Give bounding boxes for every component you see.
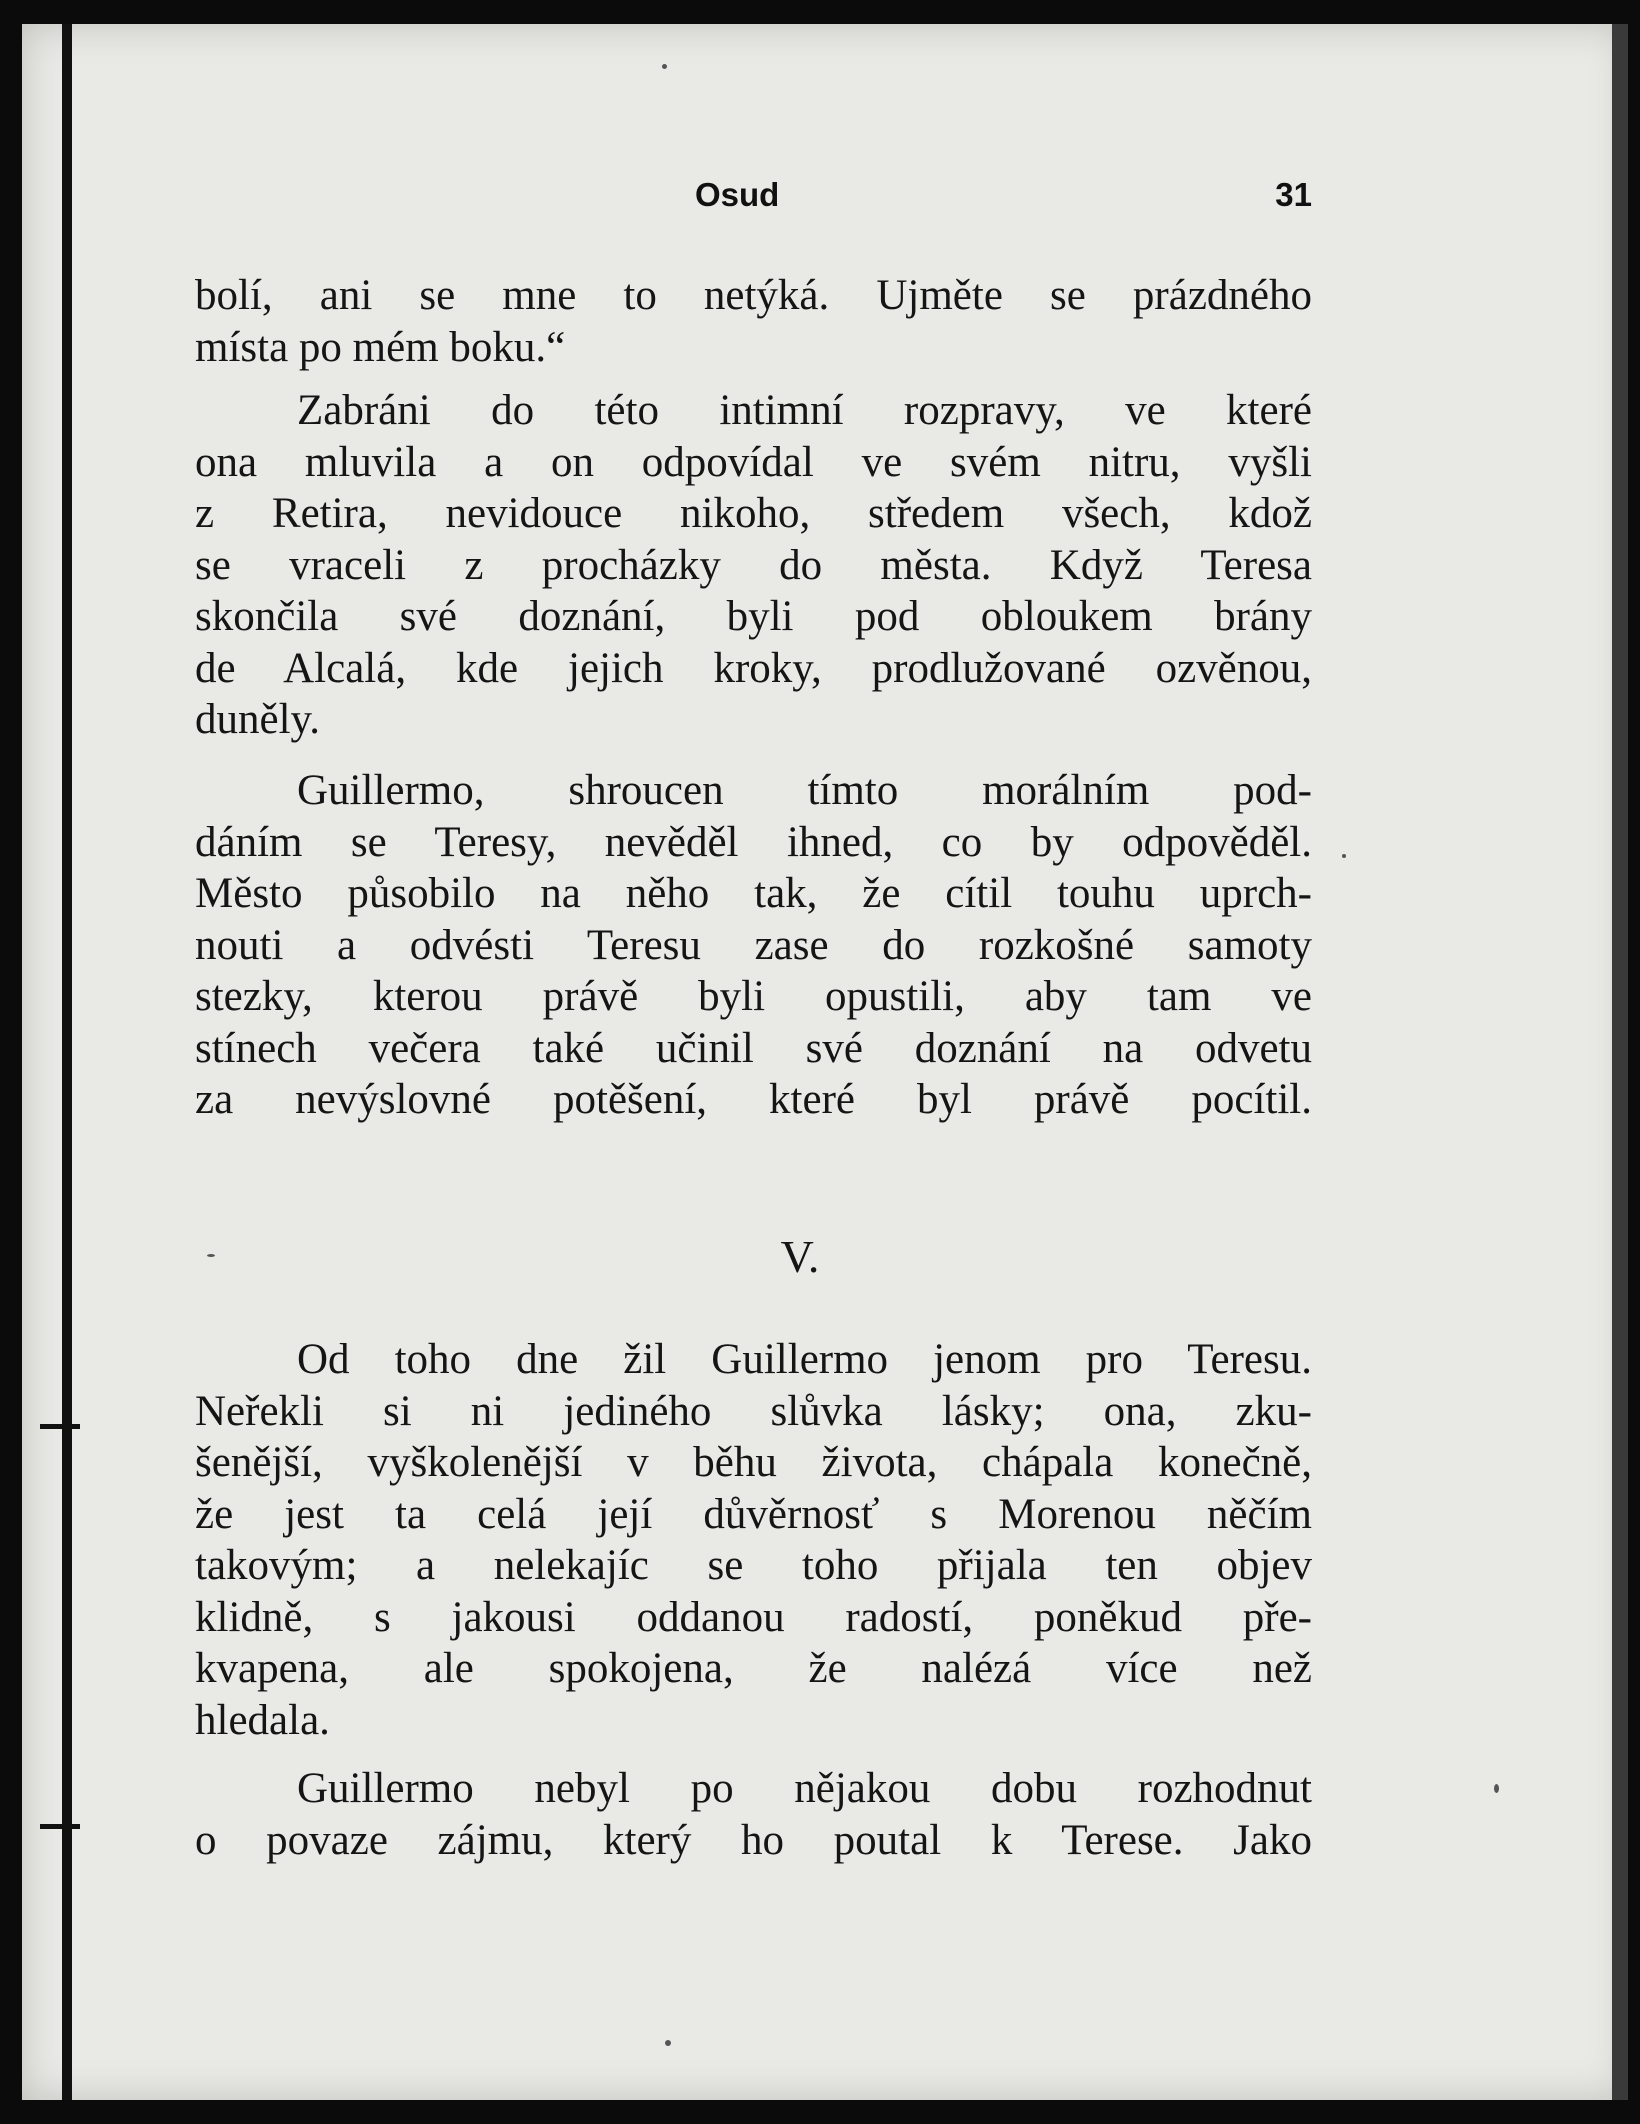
text-line: Neřekli si ni jediného slůvka lásky; ona, zku- [195,1387,1312,1435]
chapter-heading: V. [780,1231,820,1282]
paper-speck [1342,854,1346,858]
paper-speck [207,1254,215,1257]
text-line: bolí, ani se mne to netýká. Ujměte se prázdného [195,272,1312,319]
text-line: z Retira, nevidouce nikoho, středem všech, kdož [195,490,1312,537]
text-line: za nevýslovné potěšení, které byl právě pocítil. [195,1076,1312,1123]
text-line: že jest ta celá její důvěrnosť s Morenou něčím [195,1490,1312,1538]
running-title: Osud [695,176,780,213]
page-number: 31 [1275,176,1312,213]
text-line: de Alcalá, kde jejich kroky, prodlužované ozvěnou, [195,644,1312,692]
binding-mark [40,1424,80,1429]
text-line: se vraceli z procházky do města. Když Teresa [195,541,1312,589]
paragraph [195,385,1312,746]
text-line: takovým; a nelekajíc se toho přijala ten objev [195,1542,1312,1589]
text-line: místa po mém boku.“ [195,323,566,371]
text-line: nouti a odvésti Teresu zase do rozkošné samoty [195,921,1312,969]
text-line: stínech večera také učinil své doznání na odvetu [195,1024,1312,1072]
paper-speck [1494,1784,1499,1793]
text-line: Guillermo nebyl po nějakou dobu rozhodnut [297,1765,1312,1812]
text-line: Guillermo, shroucen tímto morálním pod- [297,767,1312,814]
paragraph [195,1763,1312,1866]
binding-edge [62,24,72,2100]
paragraph [195,1334,1312,1746]
text-line: ona mluvila a on odpovídal ve svém nitru, vyšli [195,438,1312,486]
text-line: Od toho dne žil Guillermo jenom pro Teresu. [297,1336,1312,1383]
page-header [195,176,1312,226]
paragraph [195,270,1312,373]
text-line: duněly. [195,696,320,743]
text-line: skončila své doznání, byli pod obloukem brány [195,593,1312,640]
text-line: šenější, vyškolenější v běhu života, chápala konečně, [195,1439,1312,1486]
text-line: stezky, kterou právě byli opustili, aby tam ve [195,973,1312,1020]
text-line: klidně, s jakousi oddanou radostí, poněkud pře- [195,1593,1312,1641]
binding-mark [40,1824,80,1829]
paragraph [195,765,1312,1126]
text-line: dáním se Teresy, nevěděl ihned, co by odpověděl. [195,818,1312,866]
text-line: hledala. [195,1696,330,1744]
text-line: Město působilo na něho tak, že cítil touhu uprch- [195,870,1312,917]
paper-speck [662,64,667,69]
page-edge-shadow [1612,24,1628,2100]
text-line: o povaze zájmu, který ho poutal k Terese. Jako [195,1816,1312,1864]
text-line: Zabráni do této intimní rozpravy, ve které [297,387,1312,434]
text-line: kvapena, ale spokojena, že nalézá více než [195,1645,1312,1692]
paper-speck [665,2040,671,2046]
